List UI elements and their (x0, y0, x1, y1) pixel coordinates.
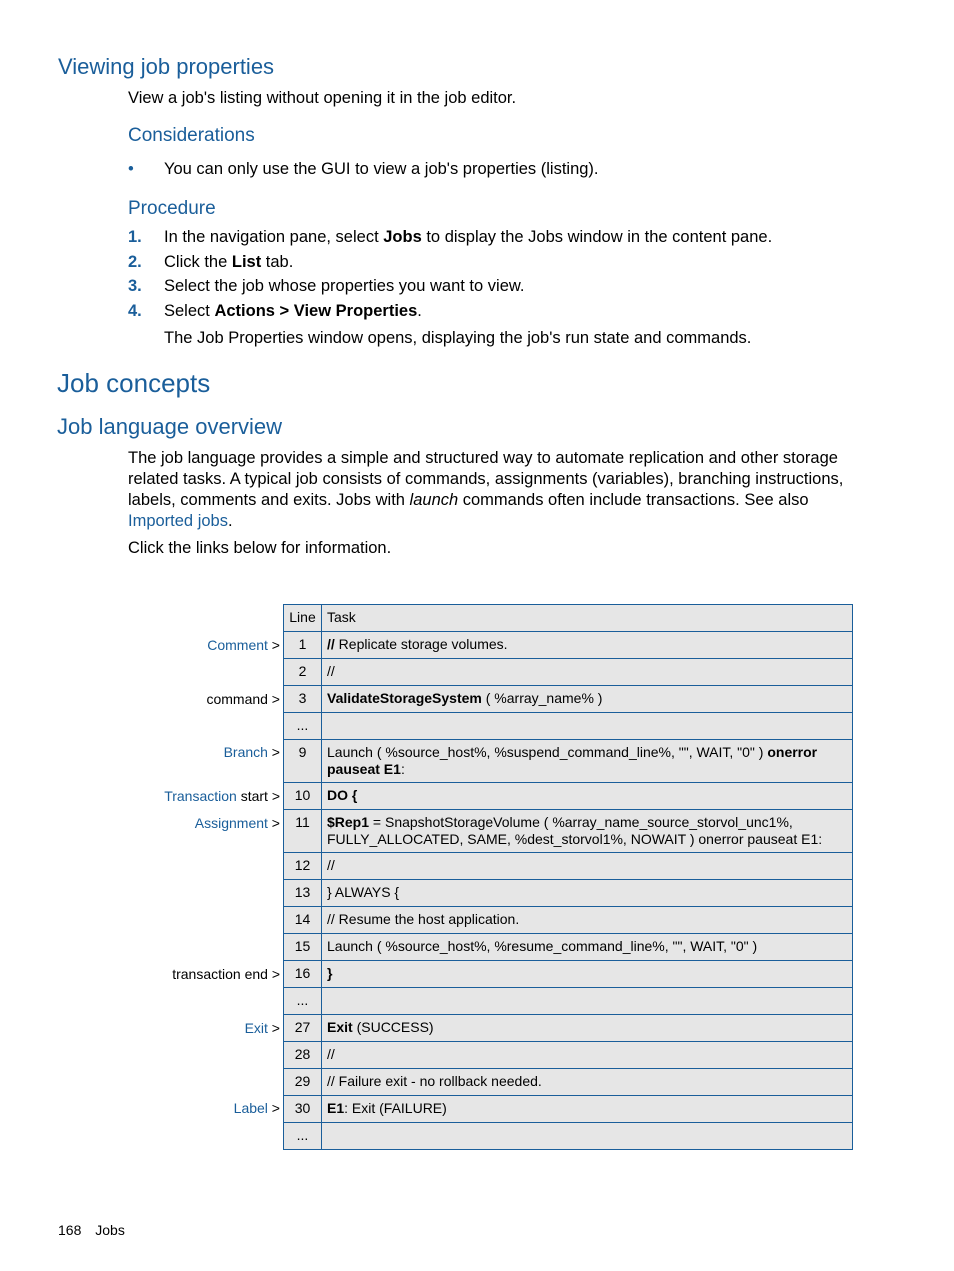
procedure-result: The Job Properties window opens, displaying the job's run state and commands. (164, 329, 752, 347)
task-cell: Launch ( %source_host%, %resume_command_line%, "", WAIT, "0" ) (322, 934, 853, 961)
step-number: 1. (128, 228, 142, 246)
line-number: 1 (284, 632, 322, 659)
label-transaction-start: Transaction start > (164, 788, 280, 804)
line-number: 13 (284, 880, 322, 907)
task-cell: ValidateStorageSystem ( %array_name% ) (322, 686, 853, 713)
task-cell: DO { (322, 783, 853, 810)
task-cell: // (322, 853, 853, 880)
step-number: 3. (128, 277, 142, 295)
table-row (284, 659, 853, 686)
comment-link[interactable]: Comment (207, 637, 268, 653)
table-row (284, 810, 853, 853)
task-cell: E1: Exit (FAILURE) (322, 1096, 853, 1123)
imported-jobs-link[interactable]: Imported jobs (128, 512, 228, 530)
table-row (284, 988, 853, 1015)
line-number: 12 (284, 853, 322, 880)
task-cell (322, 713, 853, 740)
line-number: ... (284, 1123, 322, 1150)
line-number: 27 (284, 1015, 322, 1042)
chapter-title-job-concepts: Job concepts (57, 368, 211, 398)
label-comment: Comment > (207, 637, 280, 653)
job-listing-table (283, 604, 853, 1150)
header-task: Task (322, 605, 853, 632)
table-row (284, 1123, 853, 1150)
line-number: 15 (284, 934, 322, 961)
line-number: 14 (284, 907, 322, 934)
task-cell: // (322, 659, 853, 686)
procedure-steps (128, 227, 888, 325)
task-cell: // (322, 1042, 853, 1069)
click-links-text: Click the links below for information. (128, 539, 392, 557)
table-row (284, 853, 853, 880)
label-transaction-end: transaction end > (172, 966, 280, 982)
label-link[interactable]: Label (233, 1100, 268, 1116)
table-row (284, 783, 853, 810)
task-cell: Launch ( %source_host%, %suspend_command_line%, "", WAIT, "0" ) onerror pauseat E1: (322, 740, 853, 783)
line-number: 3 (284, 686, 322, 713)
page-number: 168 (58, 1222, 82, 1238)
viewing-intro: View a job's listing without opening it in the job editor. (128, 89, 517, 107)
task-cell: // Replicate storage volumes. (322, 632, 853, 659)
procedure-step (128, 301, 888, 326)
table-row (284, 934, 853, 961)
label-exit: Exit > (244, 1020, 280, 1036)
procedure-step (128, 276, 888, 301)
procedure-heading: Procedure (128, 198, 216, 219)
bullet-mark: • (128, 160, 134, 178)
label-assignment: Assignment > (194, 815, 280, 831)
section-title-viewing: Viewing job properties (58, 54, 275, 79)
table-row (284, 907, 853, 934)
procedure-step (128, 227, 888, 252)
table-row (284, 961, 853, 988)
step-number: 2. (128, 252, 142, 271)
considerations-heading: Considerations (128, 125, 255, 146)
task-cell: // Resume the host application. (322, 907, 853, 934)
table-row (284, 1096, 853, 1123)
task-cell: // Failure exit - no rollback needed. (322, 1069, 853, 1096)
assignment-link[interactable]: Assignment (194, 815, 268, 831)
table-row (284, 713, 853, 740)
step-text: Click the List tab. (164, 252, 294, 271)
line-number: 2 (284, 659, 322, 686)
bullet-text: You can only use the GUI to view a job's properties (listing). (164, 160, 599, 178)
line-number: 9 (284, 740, 322, 783)
overview-paragraph: The job language provides a simple and structured way to automate replication and other storage related tasks. A typical job consists of commands, assignments (variables), branching instructions, labels, comments and exits. Jobs with launch commands often include transactions. See also Imported jobs. (128, 449, 844, 530)
task-cell: Exit (SUCCESS) (322, 1015, 853, 1042)
table-row (284, 686, 853, 713)
step-text: Select the job whose properties you want to view. (164, 277, 525, 295)
table-row (284, 740, 853, 783)
task-cell: } (322, 961, 853, 988)
step-text: Select Actions > View Properties. (164, 301, 422, 320)
branch-link[interactable]: Branch (223, 744, 268, 760)
line-number: 29 (284, 1069, 322, 1096)
section-title-overview: Job language overview (57, 414, 283, 439)
table-row (284, 880, 853, 907)
footer-section: Jobs (95, 1222, 125, 1238)
label-branch: Branch > (223, 744, 280, 760)
table-row (284, 1069, 853, 1096)
line-number: 16 (284, 961, 322, 988)
transaction-link[interactable]: Transaction (164, 788, 237, 804)
header-line: Line (284, 605, 322, 632)
procedure-step (128, 252, 888, 277)
table-row (284, 1042, 853, 1069)
task-cell (322, 988, 853, 1015)
task-cell (322, 1123, 853, 1150)
task-cell: } ALWAYS { (322, 880, 853, 907)
step-number: 4. (128, 301, 142, 320)
line-number: 10 (284, 783, 322, 810)
line-number: 11 (284, 810, 322, 853)
line-number: ... (284, 988, 322, 1015)
page-footer (58, 1222, 125, 1238)
line-number: ... (284, 713, 322, 740)
table-header-row (284, 605, 853, 632)
line-number: 28 (284, 1042, 322, 1069)
label-command: command > (206, 691, 280, 707)
step-text: In the navigation pane, select Jobs to display the Jobs window in the content pane. (164, 228, 773, 246)
line-number: 30 (284, 1096, 322, 1123)
exit-link[interactable]: Exit (244, 1020, 268, 1036)
table-row (284, 1015, 853, 1042)
task-cell: $Rep1 = SnapshotStorageVolume ( %array_name_source_storvol_unc1%, FULLY_ALLOCATED, SAME, %dest_storvol1%, NOWAIT ) onerror pauseat E1: (322, 810, 853, 853)
table-row (284, 632, 853, 659)
label-label: Label > (233, 1100, 280, 1116)
